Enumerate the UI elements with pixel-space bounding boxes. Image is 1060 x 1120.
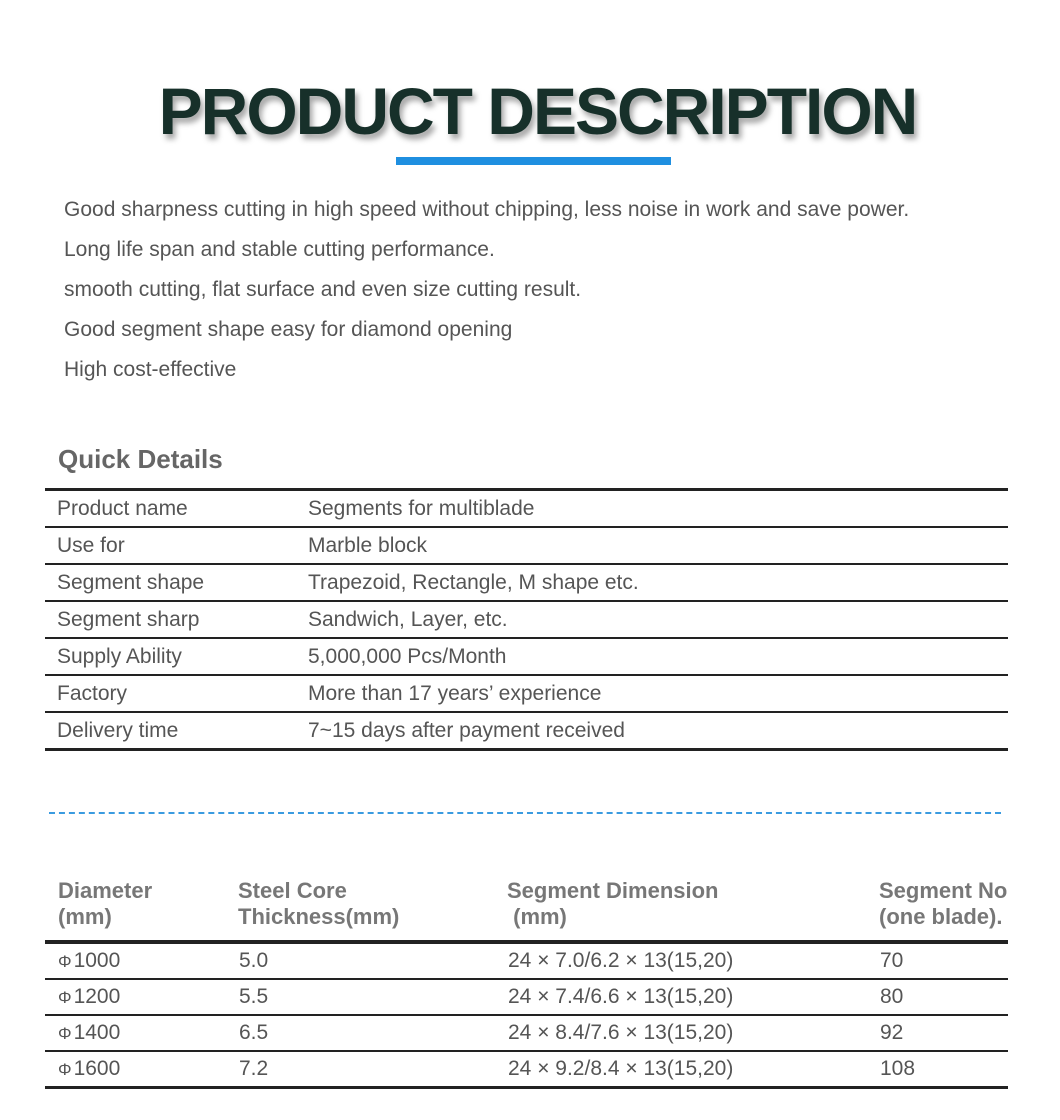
table-row	[45, 675, 1008, 712]
header-line: Thickness(mm)	[238, 904, 400, 929]
header-segment-count	[879, 878, 1007, 930]
title-underline	[396, 157, 671, 165]
description-list	[64, 190, 909, 390]
count-cell: 70	[880, 942, 1008, 979]
phi-symbol: Φ	[58, 1024, 72, 1043]
header-line: Segment No	[879, 878, 1008, 903]
dimension-cell: 24 × 9.2/8.4 × 13(15,20)	[508, 1051, 880, 1088]
phi-symbol: Φ	[58, 952, 72, 971]
count-cell: 92	[880, 1015, 1008, 1051]
table-row	[45, 1015, 1008, 1051]
thickness-cell: 6.5	[239, 1015, 508, 1051]
detail-label: Product name	[45, 490, 308, 528]
diameter-cell	[45, 942, 239, 979]
detail-value: Trapezoid, Rectangle, M shape etc.	[308, 564, 1008, 601]
diameter-value: 1600	[73, 1057, 121, 1080]
diameter-value: 1400	[73, 1021, 121, 1044]
quick-details-table	[45, 488, 1008, 751]
table-row	[45, 490, 1008, 528]
description-item: High cost-effective	[64, 358, 237, 381]
header-line: Diameter	[58, 878, 153, 903]
diameter-cell	[45, 1015, 239, 1051]
description-item: Good segment shape easy for diamond opening	[64, 318, 513, 341]
detail-label: Use for	[45, 527, 308, 564]
count-cell: 80	[880, 979, 1008, 1015]
table-row	[45, 979, 1008, 1015]
count-cell: 108	[880, 1051, 1008, 1088]
header-dimension	[507, 878, 718, 930]
dimension-cell: 24 × 7.0/6.2 × 13(15,20)	[508, 942, 880, 979]
header-line: (one blade).	[879, 904, 1003, 929]
header-line: Segment Dimension	[507, 878, 719, 903]
specs-header	[58, 878, 1038, 938]
thickness-cell: 5.5	[239, 979, 508, 1015]
table-row	[45, 1051, 1008, 1088]
description-item: Good sharpness cutting in high speed without chipping, less noise in work and save power.	[64, 198, 910, 221]
table-row	[45, 942, 1008, 979]
dimension-cell: 24 × 8.4/7.6 × 13(15,20)	[508, 1015, 880, 1051]
diameter-value: 1000	[73, 949, 121, 972]
description-item: smooth cutting, flat surface and even size cutting result.	[64, 278, 582, 301]
detail-value: Segments for multiblade	[308, 490, 1008, 528]
page-title: PRODUCT DESCRIPTION	[158, 74, 917, 148]
detail-label: Segment sharp	[45, 601, 308, 638]
table-row	[45, 601, 1008, 638]
phi-symbol: Φ	[58, 988, 72, 1007]
table-row	[45, 638, 1008, 675]
table-row	[45, 527, 1008, 564]
header-line: Steel Core	[238, 878, 347, 903]
description-item: Long life span and stable cutting performance.	[64, 238, 495, 261]
quick-details-title: Quick Details	[58, 444, 223, 474]
detail-value: 7~15 days after payment received	[308, 712, 1008, 750]
phi-symbol: Φ	[58, 1060, 72, 1079]
section-divider	[49, 812, 1001, 814]
header-thickness	[238, 878, 399, 930]
header-line: (mm)	[58, 904, 112, 929]
diameter-cell	[45, 979, 239, 1015]
specs-table	[45, 940, 1008, 1089]
header-diameter	[58, 878, 152, 930]
header-line: (mm)	[507, 904, 567, 929]
table-row	[45, 712, 1008, 750]
thickness-cell: 5.0	[239, 942, 508, 979]
detail-value: Marble block	[308, 527, 1008, 564]
detail-label: Segment shape	[45, 564, 308, 601]
dimension-cell: 24 × 7.4/6.6 × 13(15,20)	[508, 979, 880, 1015]
detail-label: Factory	[45, 675, 308, 712]
table-row	[45, 564, 1008, 601]
detail-label: Delivery time	[45, 712, 308, 750]
diameter-cell	[45, 1051, 239, 1088]
detail-label: Supply Ability	[45, 638, 308, 675]
detail-value: Sandwich, Layer, etc.	[308, 601, 1008, 638]
detail-value: 5,000,000 Pcs/Month	[308, 638, 1008, 675]
diameter-value: 1200	[73, 985, 121, 1008]
detail-value: More than 17 years’ experience	[308, 675, 1008, 712]
thickness-cell: 7.2	[239, 1051, 508, 1088]
